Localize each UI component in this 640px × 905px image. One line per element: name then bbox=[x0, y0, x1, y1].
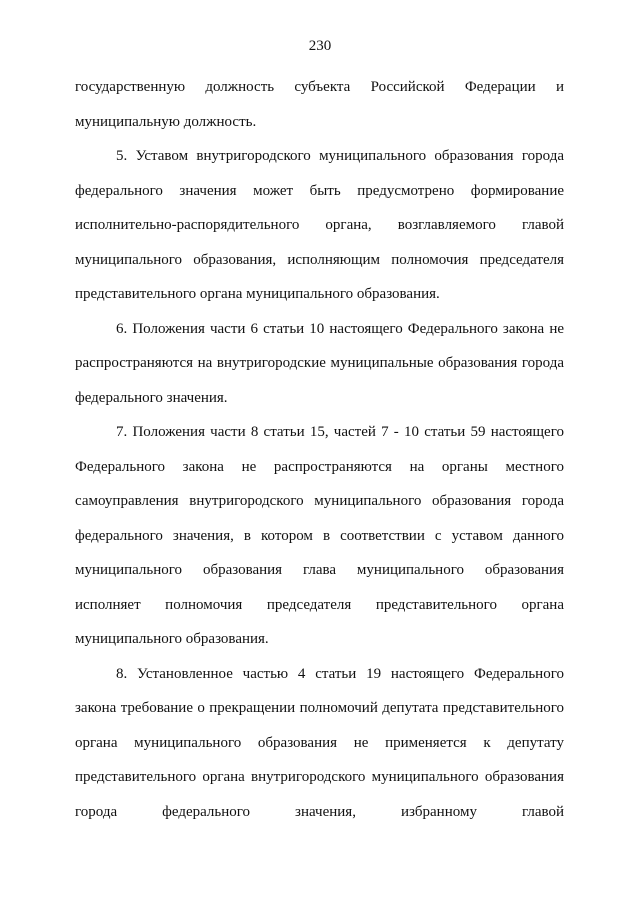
paragraph-continuation: государственную должность субъекта Российской Федерации и муниципальную должность. bbox=[75, 79, 564, 130]
paragraph-6: 6. Положения части 6 статьи 10 настоящего Федерального закона не распространяются на внутригородские муниципальные образования города федерального значения. bbox=[75, 320, 564, 406]
document-body bbox=[75, 70, 564, 829]
page-number: 230 bbox=[308, 38, 332, 54]
paragraph-8: 8. Установленное частью 4 статьи 19 настоящего Федерального закона требование о прекращении полномочий депутата представительного органа муниципального образования не применяется к депутату представительного органа внутригородского муниципального образования города федерального значения, избранному главой bbox=[75, 665, 564, 820]
paragraph-7: 7. Положения части 8 статьи 15, частей 7 - 10 статьи 59 настоящего Федерального закона не распространяются на органы местного самоуправления внутригородского муниципального образования города федерального значения, в котором в соответствии с уставом данного муниципального образования глава муниципального образования исполняет полномочия председателя представительного органа муниципального образования. bbox=[75, 424, 564, 647]
paragraph-5: 5. Уставом внутригородского муниципального образования города федерального значения может быть предусмотрено формирование исполнительно-распорядительного органа, возглавляемого главой муниципального образования, исполняющим полномочия председателя представительного органа муниципального образования. bbox=[75, 148, 564, 302]
